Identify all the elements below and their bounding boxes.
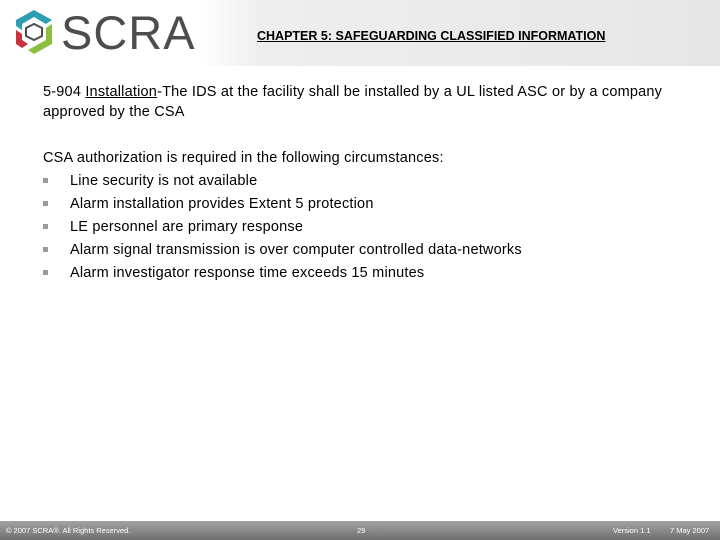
page-number: 29 [357,526,366,535]
bullet-icon [43,178,48,183]
slide-header [0,0,720,66]
list-item [43,216,693,239]
bullet-icon [43,270,48,275]
list-item-text: Alarm installation provides Extent 5 protection [70,196,374,212]
bullet-icon [43,224,48,229]
list-item [43,193,693,216]
slide-footer [0,521,720,540]
slide-content [43,82,693,285]
list-item-text: Line security is not available [70,173,258,189]
bullet-icon [43,247,48,252]
list-item [43,170,693,193]
authorization-intro: CSA authorization is required in the following circumstances: [43,150,444,166]
list-item-text: Alarm investigator response time exceeds 15 minutes [70,265,425,281]
date-text: 7 May 2007 [670,526,710,535]
scra-logo [8,6,196,59]
section-title: Installation [85,84,158,100]
chapter-title: CHAPTER 5: SAFEGUARDING CLASSIFIED INFORMATION [257,29,606,43]
list-item-text: LE personnel are primary response [70,219,304,235]
list-item [43,239,693,262]
circumstances-list [43,170,693,285]
scra-logo-mark-icon [8,6,60,58]
list-item [43,262,693,285]
copyright-text: © 2007 SCRA®. All Rights Reserved. [6,526,131,535]
section-number: 5-904 [43,84,82,100]
list-item-text: Alarm signal transmission is over computer controlled data-networks [70,242,522,258]
logo-text: SCRA [61,6,196,59]
version-text: Version 1.1 [613,526,651,535]
section-text: -The IDS at the facility shall be installed by a UL listed ASC or by a company approved by the CSA [43,84,663,120]
section-paragraph [43,82,693,122]
bullet-icon [43,201,48,206]
